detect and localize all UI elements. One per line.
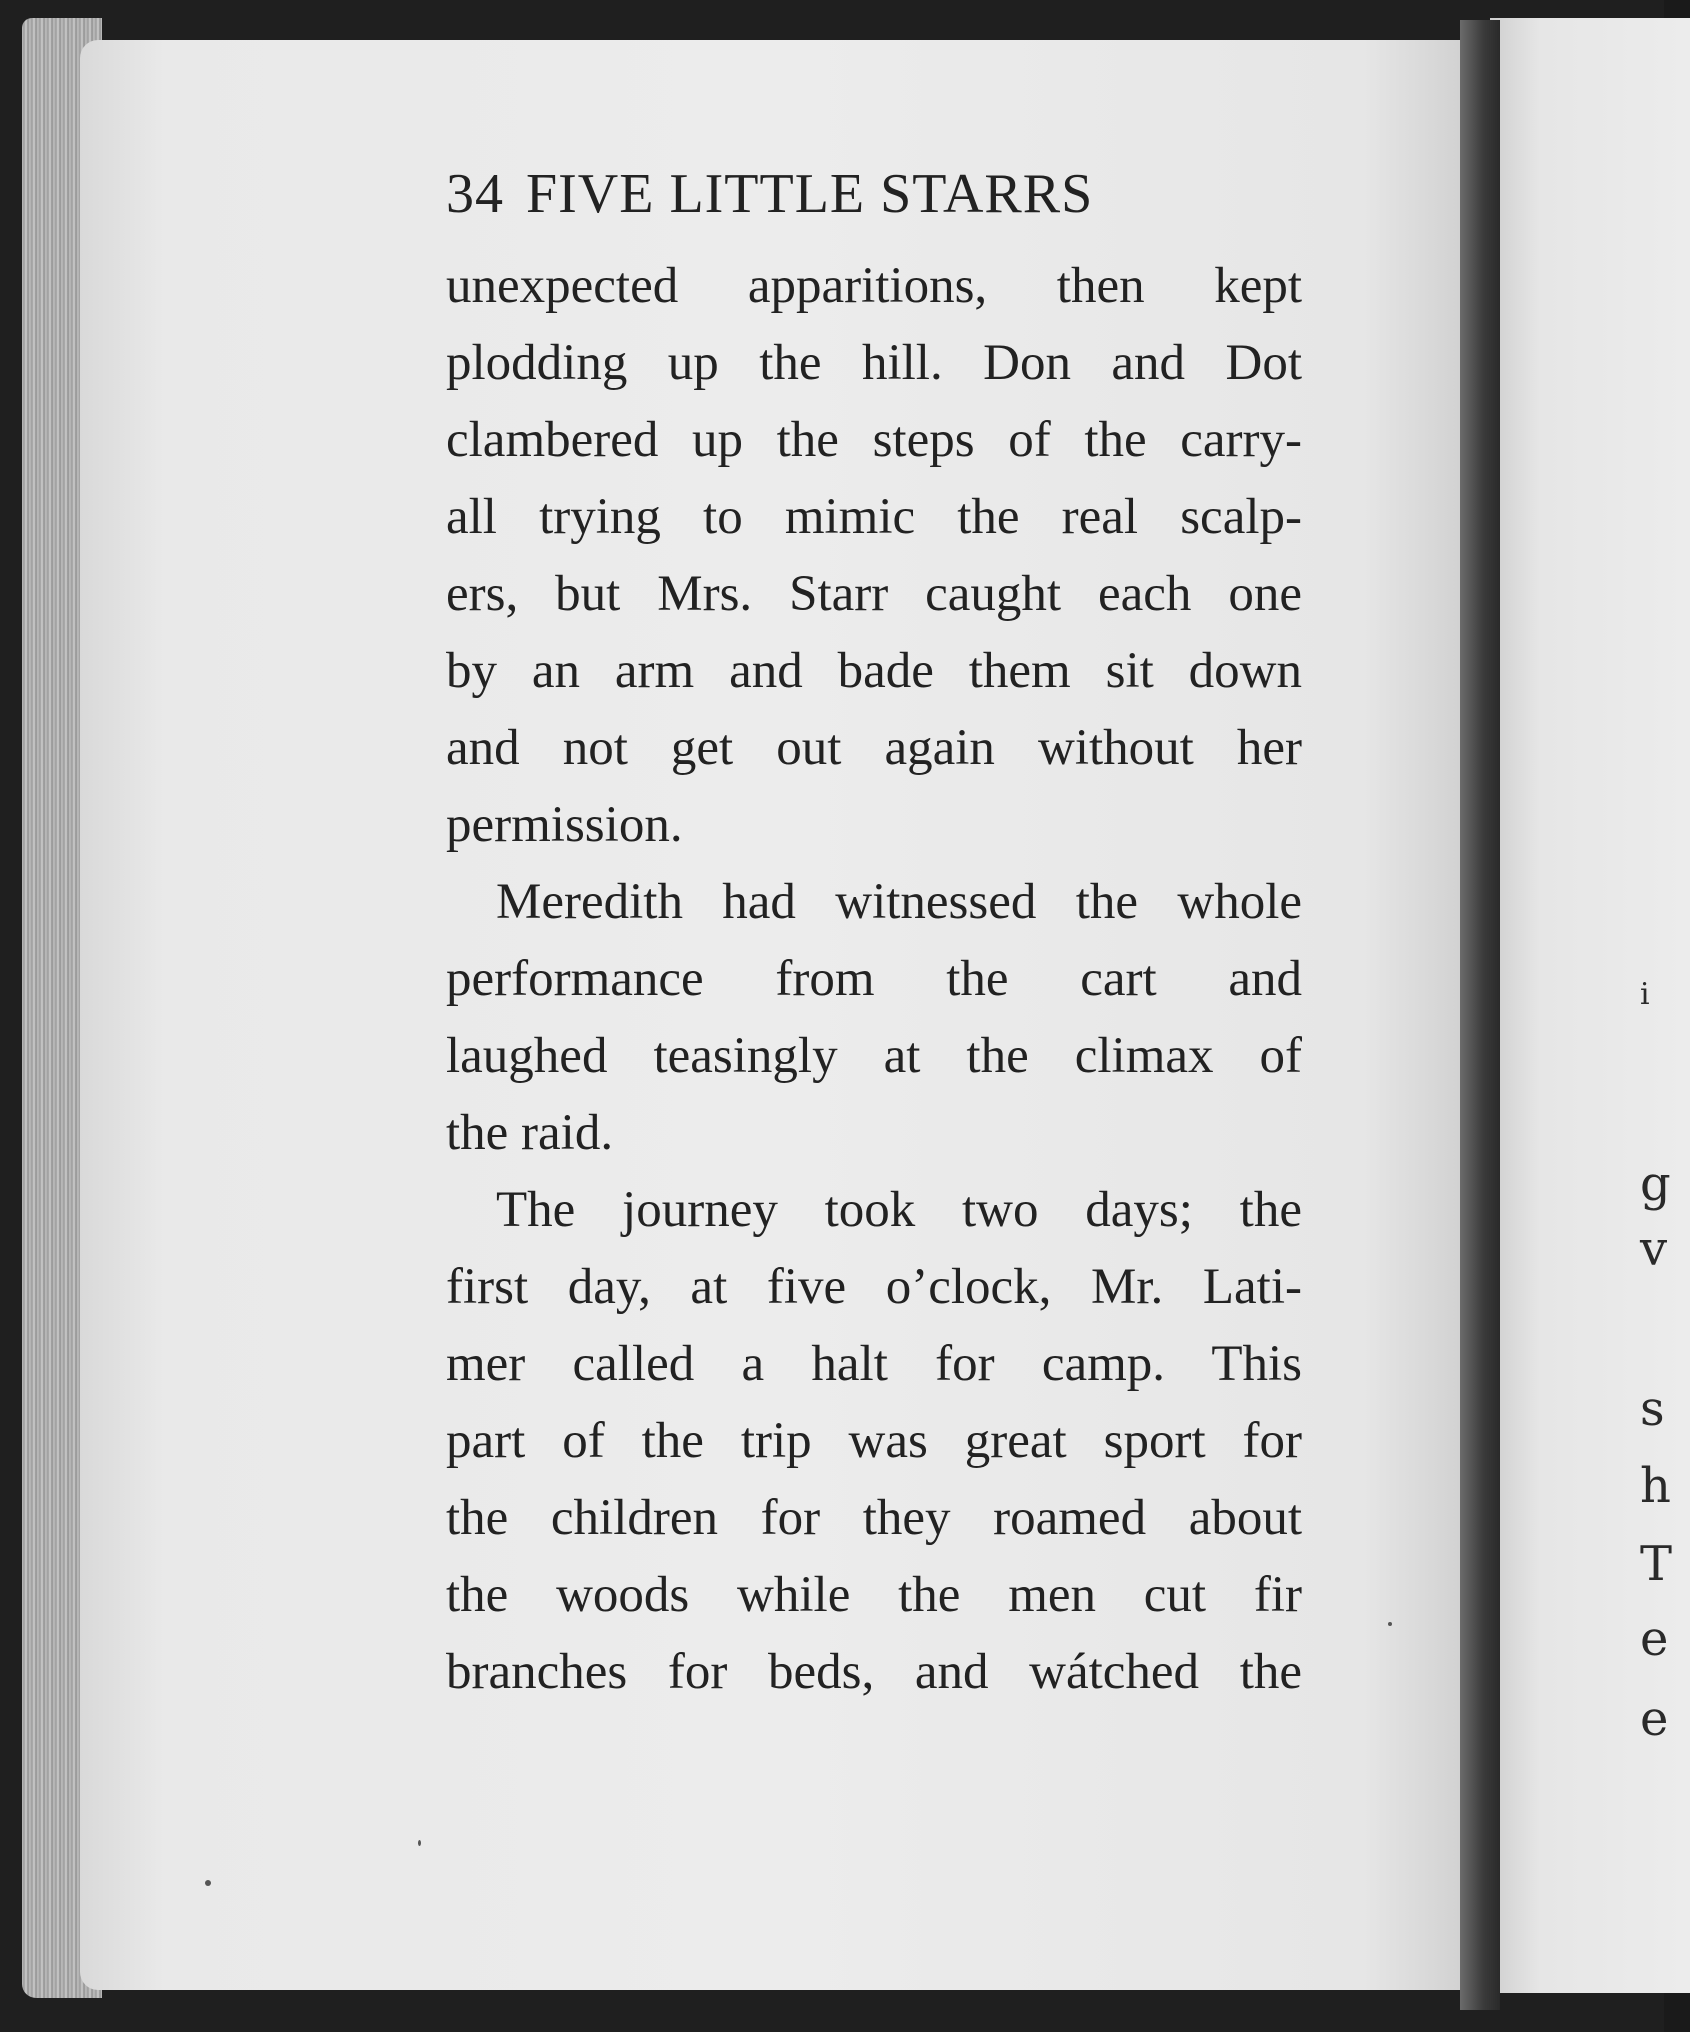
fragment-text: s: [1640, 1381, 1665, 1437]
text-line: Meredith had witnessed the whole: [496, 874, 1302, 930]
facing-page-fragments: [1640, 0, 1680, 2032]
book-gutter: [1460, 20, 1500, 2010]
text-line: laughed teasingly at the climax of: [446, 1028, 1302, 1084]
text-line: the woods while the men cut fir: [446, 1567, 1302, 1623]
text-line: by an arm and bade them sit down: [446, 643, 1302, 699]
text-line: ers, but Mrs. Starr caught each one: [446, 566, 1302, 622]
fragment-text: h: [1640, 1458, 1671, 1514]
fragment-text: g: [1640, 1156, 1671, 1212]
text-line: branches for beds, and wátched the: [446, 1644, 1302, 1700]
fragment-text: e: [1640, 1691, 1669, 1747]
text-line: unexpected apparitions, then kept: [446, 258, 1302, 314]
fragment-text: T: [1640, 1536, 1673, 1592]
text-line: plodding up the hill. Don and Dot: [446, 335, 1302, 391]
text-line: the children for they roamed about: [446, 1490, 1302, 1546]
text-line: all trying to mimic the real scalp-: [446, 489, 1302, 545]
paragraph-2: [446, 864, 1302, 1172]
paper-speck: [418, 1840, 421, 1846]
text-line: and not get out again without her: [446, 720, 1302, 776]
book-title: FIVE LITTLE STARRS: [526, 163, 1094, 225]
text-line: performance from the cart and: [446, 951, 1302, 1007]
page-number: 34: [446, 163, 504, 225]
text-line: permission.: [446, 797, 683, 853]
fragment-text: v: [1640, 1221, 1668, 1277]
text-line: first day, at five o’clock, Mr. Lati-: [446, 1259, 1302, 1315]
paragraph-1: [446, 248, 1302, 864]
text-line: mer called a halt for camp. This: [446, 1336, 1302, 1392]
fragment-text: e: [1640, 1611, 1669, 1667]
paper-speck: [205, 1880, 211, 1886]
running-head: [446, 162, 1302, 226]
fragment-text: i: [1640, 977, 1650, 1012]
text-line: the raid.: [446, 1105, 614, 1161]
text-line: The journey took two days; the: [496, 1182, 1302, 1238]
paragraph-3: [446, 1172, 1302, 1711]
text-line: part of the trip was great sport for: [446, 1413, 1302, 1469]
text-line: clambered up the steps of the carry-: [446, 412, 1302, 468]
paper-speck: [1388, 1622, 1392, 1626]
page-text-block: [446, 162, 1302, 1711]
